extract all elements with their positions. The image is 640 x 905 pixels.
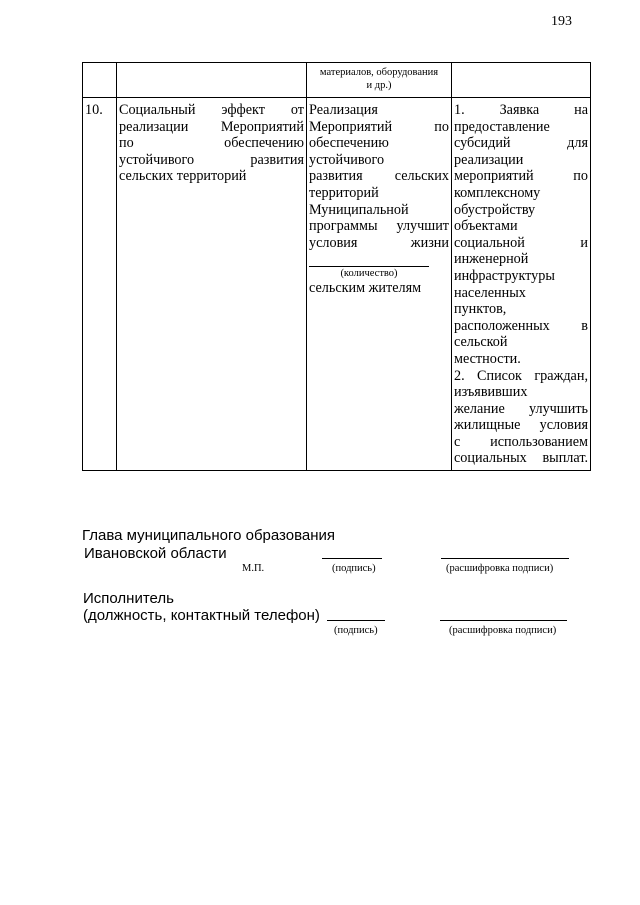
- cell-text: 1. Заявка на: [454, 102, 588, 118]
- cell-text: мероприятий по: [454, 168, 588, 185]
- row-number: 10.: [85, 102, 103, 118]
- stamp-place: М.П.: [242, 563, 265, 574]
- cell-text: инфраструктуры: [454, 267, 555, 284]
- cell-text: жилищные условия: [454, 417, 588, 434]
- page-number: 193: [551, 14, 572, 29]
- cell-text: территорий: [309, 184, 379, 201]
- cell-text: программы улучшит: [309, 218, 449, 235]
- cell-text: Реализация: [309, 102, 378, 118]
- cell-text: инженерной: [454, 251, 529, 268]
- indicator-name-cell: [117, 98, 307, 471]
- cell-text: обустройству: [454, 201, 536, 218]
- cell-text: с использованием: [454, 433, 588, 450]
- cell-text: предоставление: [454, 118, 550, 135]
- cell-text: по обеспечению: [119, 135, 304, 152]
- table-cell: [307, 63, 452, 98]
- cell-text: развития сельских: [309, 168, 449, 185]
- cell-text: Социальный эффект от: [119, 102, 304, 118]
- table-cell: [83, 98, 117, 471]
- table-row: [83, 98, 591, 471]
- cell-text: сельским жителям: [309, 280, 422, 297]
- signature-caption: (подпись): [332, 563, 376, 574]
- signature-line: [322, 558, 382, 559]
- table-cell: [83, 63, 117, 98]
- executor-details: (должность, контактный телефон): [83, 607, 320, 624]
- cell-text: сельской: [454, 334, 508, 351]
- cell-text: местности.: [454, 350, 521, 367]
- cell-text: пунктов,: [454, 301, 507, 318]
- cell-text: социальной и: [454, 234, 588, 251]
- head-region: Ивановской области: [84, 545, 227, 562]
- cell-text: устойчивого: [309, 151, 385, 168]
- table-row: [83, 63, 591, 98]
- decoding-line: [441, 558, 569, 559]
- cell-text: реализации: [454, 151, 524, 168]
- cell-text: Мероприятий по: [309, 118, 449, 135]
- cell-text: Муниципальной: [309, 201, 409, 218]
- cell-text: реализации Мероприятий: [119, 118, 304, 135]
- cell-text: изъявивших: [454, 384, 528, 401]
- cell-text: 2. Список граждан,: [454, 367, 588, 384]
- cell-text: сельских территорий: [119, 168, 247, 185]
- cell-text: комплексному: [454, 184, 541, 201]
- cell-text: расположенных в: [454, 317, 588, 334]
- cell-text: населенных: [454, 284, 526, 301]
- executor-title: Исполнитель: [83, 590, 174, 607]
- indicator-description-cell: [307, 98, 452, 471]
- cell-text: и др.): [366, 80, 392, 91]
- cell-text: условия жизни: [309, 234, 449, 251]
- cell-text: субсидий для: [454, 135, 588, 152]
- quantity-blank-line: [309, 252, 429, 267]
- cell-text: социальных выплат.: [454, 450, 588, 467]
- cell-text: обеспечению: [309, 135, 389, 152]
- signature-caption: (подпись): [334, 625, 378, 636]
- table-cell: [452, 63, 591, 98]
- signature-line: [327, 620, 385, 621]
- cell-text: объектами: [454, 218, 518, 235]
- table-cell: [117, 63, 307, 98]
- cell-text: устойчивого развития: [119, 151, 304, 168]
- cell-text: желание улучшить: [454, 400, 588, 417]
- decoding-caption: (расшифровка подписи): [449, 625, 557, 636]
- cell-text: материалов, оборудования: [319, 67, 439, 78]
- quantity-caption: (количество): [340, 268, 398, 280]
- source-documents-cell: [452, 98, 591, 471]
- measures-table: [82, 62, 591, 471]
- decoding-line: [440, 620, 567, 621]
- head-title: Глава муниципального образования: [82, 527, 336, 544]
- decoding-caption: (расшифровка подписи): [446, 563, 554, 574]
